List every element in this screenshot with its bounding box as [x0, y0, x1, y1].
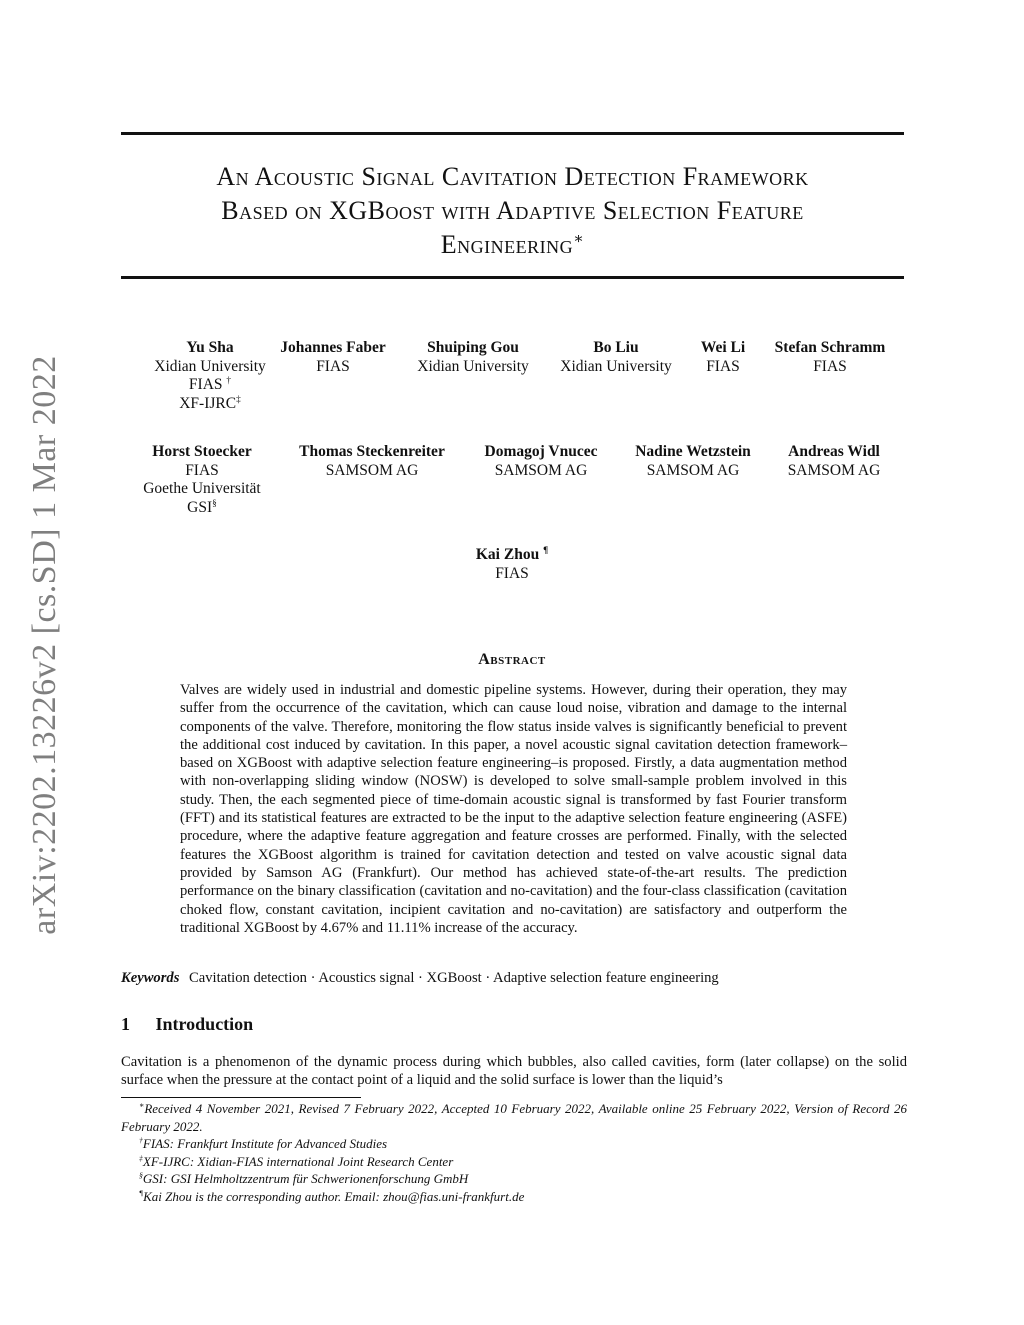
title-line-2: Based on XGBoost with Adaptive Selection Feature [221, 196, 804, 225]
footnote-text: Kai Zhou is the corresponding author. Email: zhou@fias.uni-frankfurt.de [143, 1188, 525, 1204]
author-johannes-faber [263, 339, 403, 376]
section-heading [121, 1014, 253, 1035]
author-name: Nadine Wetzstein [635, 443, 751, 460]
footnote-mark: ‡ [139, 1153, 143, 1163]
paper-title [121, 160, 904, 262]
affiliation-mark: ‡ [236, 394, 241, 405]
author-affiliation: FIAS [706, 357, 740, 375]
author-name: Horst Stoecker [152, 443, 252, 460]
author-name: Bo Liu [593, 339, 639, 356]
section-number: 1 [121, 1014, 130, 1034]
footnotes [121, 1100, 907, 1205]
author-name: Johannes Faber [280, 339, 386, 356]
affiliation-mark: † [226, 375, 232, 386]
footnote-text: FIAS: Frankfurt Institute for Advanced Studies [142, 1136, 388, 1151]
arxiv-identifier: arXiv:2202.13226v2 [cs.SD] 1 Mar 2022 [26, 355, 63, 935]
corresponding-author-mark: ¶ [543, 545, 549, 556]
footnote-dates [121, 1100, 907, 1135]
title-line-3 [121, 228, 904, 262]
author-affiliation: Xidian University [417, 357, 529, 375]
footnote-mark: † [139, 1135, 143, 1145]
author-name: Stefan Schramm [774, 339, 886, 356]
footnote-rule [121, 1097, 361, 1098]
footnote-text: XF-IJRC: Xidian-FIAS international Joint Research Center [142, 1153, 454, 1169]
footnote-gsi [121, 1170, 907, 1188]
footnote-corresponding-author [121, 1188, 907, 1206]
author-affiliation: SAMSOM AG [325, 461, 419, 479]
author-affiliation: Xidian University [560, 357, 672, 375]
affiliation-text: FIAS [188, 376, 223, 393]
author-affiliation [135, 376, 285, 395]
author-name: Thomas Steckenreiter [299, 443, 445, 460]
author-kai-zhou [452, 546, 572, 583]
keywords-label: Keywords [121, 970, 180, 986]
title-rule-bottom [121, 276, 904, 279]
title-line-3-text: Engineering [440, 230, 574, 259]
author-affiliation: Goethe Universität [143, 480, 261, 497]
author-name [452, 546, 572, 565]
author-bo-liu [551, 339, 681, 376]
footnote-text: Received 4 November 2021, Revised 7 February 2022, Accepted 10 February 2022, Available online 25 February 2022, Version of Record 26 February 2022. [121, 1101, 907, 1134]
author-affiliation: FIAS [316, 357, 350, 375]
author-affiliation [127, 499, 277, 518]
author-name: Andreas Widl [788, 443, 880, 460]
title-footnote-mark: ∗ [573, 230, 585, 248]
affiliation-mark: § [212, 498, 217, 509]
author-affiliation [135, 395, 285, 414]
author-shuiping-gou [408, 339, 538, 376]
author-affiliation: Xidian University [154, 357, 266, 375]
footnote-mark: § [139, 1170, 143, 1180]
abstract-heading: Abstract [478, 651, 546, 668]
section-title: Introduction [155, 1014, 254, 1034]
footnote-fias [121, 1135, 907, 1153]
footnote-xf-ijrc [121, 1153, 907, 1171]
affiliation-text: XF-IJRC [179, 394, 237, 412]
author-affiliation: SAMSOM AG [646, 461, 740, 479]
author-andreas-widl [769, 443, 899, 480]
author-name: Domagoj Vnucec [484, 443, 598, 460]
author-affiliation: FIAS [495, 564, 529, 582]
keywords-list: Cavitation detection · Acoustics signal · XGBoost · Adaptive selection feature engineering [189, 970, 719, 986]
keywords [121, 970, 719, 987]
author-nadine-wetzstein [618, 443, 768, 480]
introduction-text: Cavitation is a phenomenon of the dynamic process during which bubbles, also called cavities, form (later collapse) on the solid surface when the pressure at the contact point of a liquid and the solid surface is lower than the liquid’s [121, 1054, 907, 1089]
author-thomas-steckenreiter [287, 443, 457, 480]
author-horst-stoecker [127, 443, 277, 517]
title-rule-top [121, 132, 904, 135]
author-domagoj-vnucec [466, 443, 616, 480]
affiliation-text: GSI [187, 498, 213, 516]
author-affiliation: FIAS [185, 461, 219, 479]
author-affiliation: SAMSOM AG [494, 461, 588, 479]
footnote-text: GSI: GSI Helmholtzzentrum für Schwerionenforschung GmbH [142, 1171, 469, 1186]
abstract-text: Valves are widely used in industrial and domestic pipeline systems. However, during their operation, they may suffer from the occurrence of the cavitation, which can cause loud noise, vibration and damage to the internal components of the valve. Therefore, monitoring the flow status inside valves is significantly beneficial to prevent the additional cost induced by cavitation. In this paper, a novel acoustic signal cavitation detection framework–based on XGBoost with adaptive selection feature engineering–is proposed. Firstly, a data augmentation method with non-overlapping sliding window (NOSW) is developed to solve small-sample problem involved in this study. Then, the each segmented piece of time-domain acoustic signal is transformed by fast Fourier transform (FFT) and its statistical features are extracted to be the input to the adaptive selection feature engineering (ASFE) procedure, where the adaptive feature aggregation and feature crosses are performed. Finally, with the selected features the XGBoost algorithm is trained for cavitation detection and tested on valve acoustic signal data provided by Samson AG (Frankfurt). Our method has achieved state-of-the-art results. The prediction performance on the binary classification (cavitation and no-cavitation) and the four-class classification (cavitation choked flow, constant cavitation, incipient cavitation and no-cavitation) are satisfactory and outperform the traditional XGBoost by 4.67% and 11.11% increase of the accuracy. [180, 682, 847, 936]
author-name: Shuiping Gou [427, 339, 519, 356]
footnote-mark: ∗ [139, 1100, 145, 1110]
title-line-1: An Acoustic Signal Cavitation Detection Framework [216, 162, 809, 191]
author-wei-li [683, 339, 763, 376]
author-stefan-schramm [760, 339, 900, 376]
author-name: Yu Sha [186, 339, 234, 356]
author-affiliation: FIAS [813, 357, 847, 375]
author-affiliation: SAMSOM AG [787, 461, 881, 479]
author-name-text: Kai Zhou [475, 546, 540, 563]
author-name: Wei Li [700, 339, 746, 356]
footnote-mark: ¶ [139, 1188, 144, 1198]
